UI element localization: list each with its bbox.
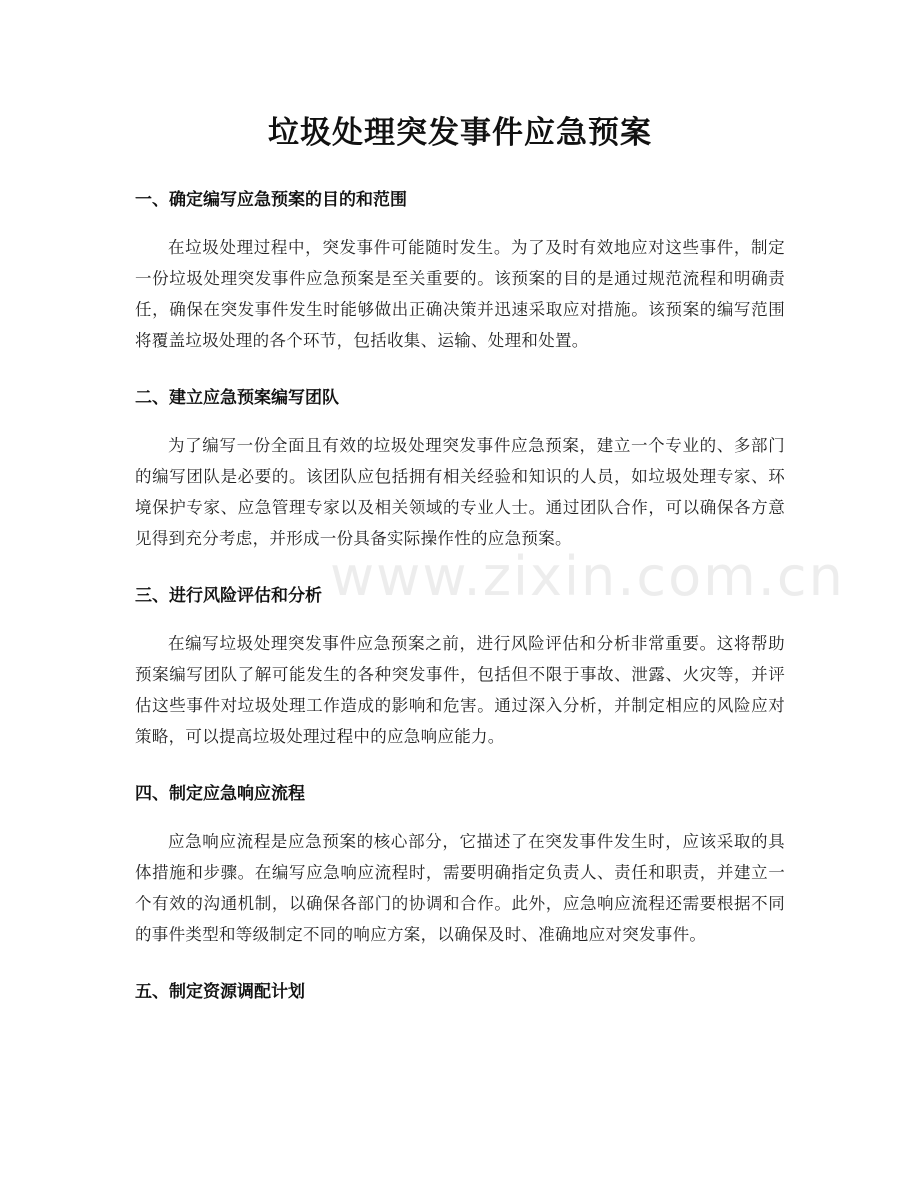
section-heading: 三、进行风险评估和分析 — [135, 586, 322, 606]
section-paragraph: 在编写垃圾处理突发事件应急预案之前，进行风险评估和分析非常重要。这将帮助预案编写团队了解可能发生的各种突发事件，包括但不限于事故、泄露、火灾等，并评估这些事件对垃圾处理工作造成的影响和危害。通过深入分析，并制定相应的风险应对策略，可以提高垃圾处理过程中的应急响应能力。 — [135, 634, 785, 746]
section-risk-assessment — [135, 580, 785, 752]
section-team — [135, 382, 785, 554]
section-heading: 一、确定编写应急预案的目的和范围 — [135, 190, 407, 210]
section-purpose-scope — [135, 184, 785, 356]
section-heading: 二、建立应急预案编写团队 — [135, 388, 339, 408]
section-heading: 四、制定应急响应流程 — [135, 784, 305, 804]
section-paragraph: 在垃圾处理过程中，突发事件可能随时发生。为了及时有效地应对这些事件，制定一份垃圾处理突发事件应急预案是至关重要的。该预案的目的是通过规范流程和明确责任，确保在突发事件发生时能够做出正确决策并迅速采取应对措施。该预案的编写范围将覆盖垃圾处理的各个环节，包括收集、运输、处理和处置。 — [135, 238, 785, 350]
section-paragraph: 为了编写一份全面且有效的垃圾处理突发事件应急预案，建立一个专业的、多部门的编写团队是必要的。该团队应包括拥有相关经验和知识的人员，如垃圾处理专家、环境保护专家、应急管理专家以及相关领域的专业人士。通过团队合作，可以确保各方意见得到充分考虑，并形成一份具备实际操作性的应急预案。 — [135, 436, 785, 548]
document-title: 垃圾处理突发事件应急预案 — [268, 115, 652, 151]
watermark: www.zixin.com.cn — [330, 545, 845, 608]
section-heading: 五、制定资源调配计划 — [135, 982, 305, 1002]
section-response-process — [135, 778, 785, 950]
section-resource-plan — [135, 976, 785, 1008]
section-paragraph: 应急响应流程是应急预案的核心部分，它描述了在突发事件发生时，应该采取的具体措施和步骤。在编写应急响应流程时，需要明确指定负责人、责任和职责，并建立一个有效的沟通机制，以确保各部门的协调和合作。此外，应急响应流程还需要根据不同的事件类型和等级制定不同的响应方案，以确保及时、准确地应对突发事件。 — [135, 832, 785, 944]
